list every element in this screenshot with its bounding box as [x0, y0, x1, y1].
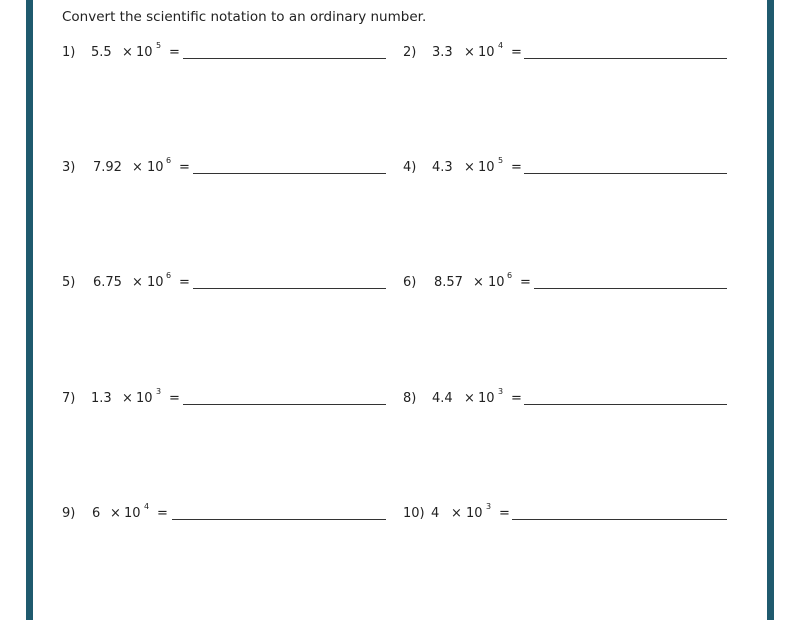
coefficient: 1.3 — [91, 391, 112, 406]
equals-sign: = — [511, 391, 522, 406]
base: 10 — [488, 275, 505, 290]
base: 10 — [466, 506, 483, 521]
problem-8 — [403, 388, 728, 410]
exponent: 5 — [498, 156, 504, 165]
problem-number: 7) — [62, 391, 76, 406]
problem-number: 9) — [62, 506, 76, 521]
base: 10 — [136, 45, 153, 60]
problem-number: 4) — [403, 160, 417, 175]
times-sign: × — [464, 160, 475, 175]
problem-2 — [403, 42, 728, 64]
problem-number: 5) — [62, 275, 76, 290]
coefficient: 6.75 — [93, 275, 122, 290]
problem-number: 10) — [403, 506, 425, 521]
answer-line[interactable] — [183, 58, 386, 59]
times-sign: × — [110, 506, 121, 521]
coefficient: 4.3 — [432, 160, 453, 175]
equals-sign: = — [179, 275, 190, 290]
problem-number: 8) — [403, 391, 417, 406]
coefficient: 6 — [92, 506, 101, 521]
base: 10 — [136, 391, 153, 406]
base: 10 — [147, 275, 164, 290]
times-sign: × — [451, 506, 462, 521]
exponent: 5 — [156, 41, 162, 50]
times-sign: × — [122, 391, 133, 406]
coefficient: 4 — [431, 506, 440, 521]
equals-sign: = — [511, 45, 522, 60]
equals-sign: = — [179, 160, 190, 175]
problem-7 — [62, 388, 387, 410]
exponent: 4 — [144, 502, 150, 511]
equals-sign: = — [511, 160, 522, 175]
answer-line[interactable] — [183, 404, 386, 405]
problem-1 — [62, 42, 387, 64]
equals-sign: = — [169, 45, 180, 60]
problem-5 — [62, 272, 387, 294]
exponent: 6 — [166, 271, 172, 280]
answer-line[interactable] — [524, 173, 727, 174]
times-sign: × — [464, 45, 475, 60]
coefficient: 5.5 — [91, 45, 112, 60]
problem-4 — [403, 157, 728, 179]
base: 10 — [478, 45, 495, 60]
exponent: 3 — [156, 387, 162, 396]
problem-number: 2) — [403, 45, 417, 60]
equals-sign: = — [157, 506, 168, 521]
page-border-left — [26, 0, 33, 620]
exponent: 4 — [498, 41, 504, 50]
problem-9 — [62, 503, 387, 525]
worksheet-instructions: Convert the scientific notation to an ordinary number. — [62, 9, 427, 25]
answer-line[interactable] — [172, 519, 386, 520]
exponent: 6 — [507, 271, 513, 280]
coefficient: 3.3 — [432, 45, 453, 60]
coefficient: 8.57 — [434, 275, 463, 290]
exponent: 6 — [166, 156, 172, 165]
problem-3 — [62, 157, 387, 179]
answer-line[interactable] — [193, 173, 386, 174]
coefficient: 7.92 — [93, 160, 122, 175]
times-sign: × — [473, 275, 484, 290]
equals-sign: = — [499, 506, 510, 521]
exponent: 3 — [498, 387, 504, 396]
base: 10 — [478, 160, 495, 175]
base: 10 — [124, 506, 141, 521]
times-sign: × — [132, 275, 143, 290]
times-sign: × — [464, 391, 475, 406]
answer-line[interactable] — [534, 288, 727, 289]
problem-10 — [403, 503, 728, 525]
page-border-right — [767, 0, 774, 620]
problem-6 — [403, 272, 728, 294]
coefficient: 4.4 — [432, 391, 453, 406]
times-sign: × — [132, 160, 143, 175]
problem-number: 3) — [62, 160, 76, 175]
equals-sign: = — [520, 275, 531, 290]
times-sign: × — [122, 45, 133, 60]
equals-sign: = — [169, 391, 180, 406]
answer-line[interactable] — [524, 404, 727, 405]
exponent: 3 — [486, 502, 492, 511]
answer-line[interactable] — [193, 288, 386, 289]
problem-number: 6) — [403, 275, 417, 290]
base: 10 — [478, 391, 495, 406]
base: 10 — [147, 160, 164, 175]
problem-number: 1) — [62, 45, 76, 60]
answer-line[interactable] — [512, 519, 727, 520]
answer-line[interactable] — [524, 58, 727, 59]
